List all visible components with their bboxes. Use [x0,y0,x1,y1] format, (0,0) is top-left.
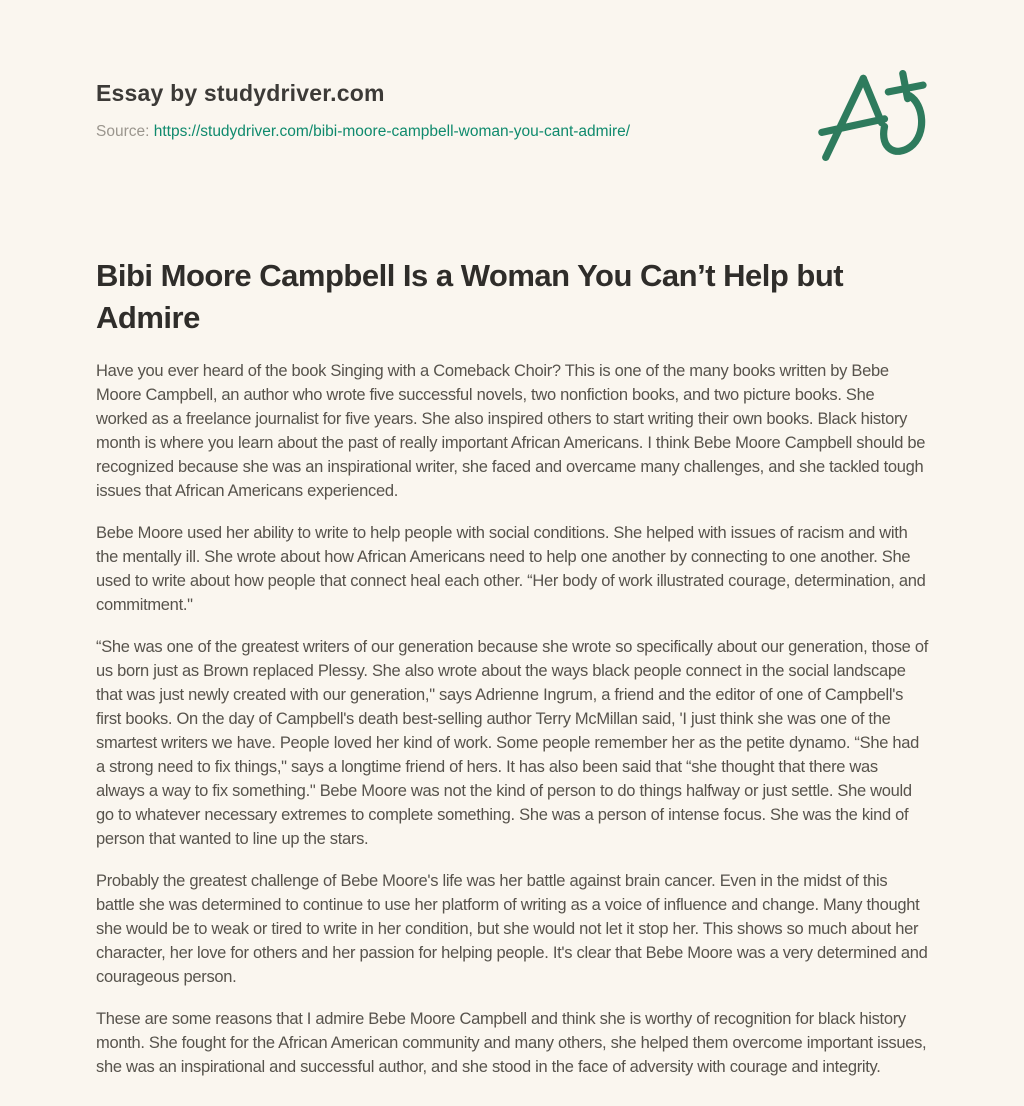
logo-a-left-stroke [826,78,864,157]
essay-body [96,255,928,1079]
essay-paragraph-4: Probably the greatest challenge of Bebe Moore's life was her battle against brain cancer. Even in the midst of this battle she was determined to continue to use her platform of writing as a voice of influence and change. Many thought she would be to weak or tired to write in her condition, but she would not let it stop her. This shows so much about her character, her love for others and her passion for helping people. It's clear that Bebe Moore was a very determined and courageous person. [96,872,928,986]
logo-plus-horizontal [888,85,923,92]
logo-hook-stroke [884,96,922,152]
source-line [96,123,928,141]
page-title: Essay by studydriver.com [96,80,385,106]
essay-paragraph-5: These are some reasons that I admire Bebe Moore Campbell and think she is worthy of recognition for black history month. She fought for the African American community and many others, she helped them overcome important issues, she was an inspirational and successful author, and she stood in the face of adversity with courage and integrity. [96,1010,927,1076]
essay-title: Bibi Moore Campbell Is a Woman You Can’t Help but Admire [96,258,844,335]
document-header [96,0,928,141]
essay-paragraph-2: Bebe Moore used her ability to write to help people with social conditions. She helped with issues of racism and with the mentally ill. She wrote about how African Americans need to help one another by connecting to one another. She used to write about how people that connect heal each other. “Her body of work illustrated courage, determination, and commitment." [96,524,926,614]
source-label: Source: [96,123,150,140]
logo-a-crossbar [822,119,885,132]
studydriver-a-plus-logo-icon [808,62,934,168]
essay-paragraph-1: Have you ever heard of the book Singing with a Comeback Choir? This is one of the many books written by Bebe Moore Campbell, an author who wrote five successful novels, two nonfiction books, and two picture books. She worked as a freelance journalist for five years. She also inspired others to start writing their own books. Black history month is where you learn about the past of really important African Americans. I think Bebe Moore Campbell should be recognized because she was an inspirational writer, she faced and overcame many challenges, and she tackled tough issues that African Americans experienced. [96,362,926,500]
source-link[interactable]: https://studydriver.com/bibi-moore-campbell-woman-you-cant-admire/ [153,123,631,140]
essay-paragraph-3: “She was one of the greatest writers of our generation because she wrote so specifically about our generation, those of us born just as Brown replaced Plessy. She also wrote about the ways black people connect in the social landscape that was just newly created with our generation," says Adrienne Ingrum, a friend and the editor of one of Campbell's first books. On the day of Campbell's death best-selling author Terry McMillan said, 'I just think she was one of the smartest writers we have. People loved her kind of work. Some people remember her as the petite dynamo. “She had a strong need to fix things," says a longtime friend of hers. It has also been said that “she thought that there was always a way to fix something." Bebe Moore was not the kind of person to do things halfway or just settle. She would go to whatever necessary extremes to complete something. She was a person of intense focus. She was the kind of person that wanted to line up the stars. [96,638,928,848]
logo-a-right-stroke [863,78,881,122]
